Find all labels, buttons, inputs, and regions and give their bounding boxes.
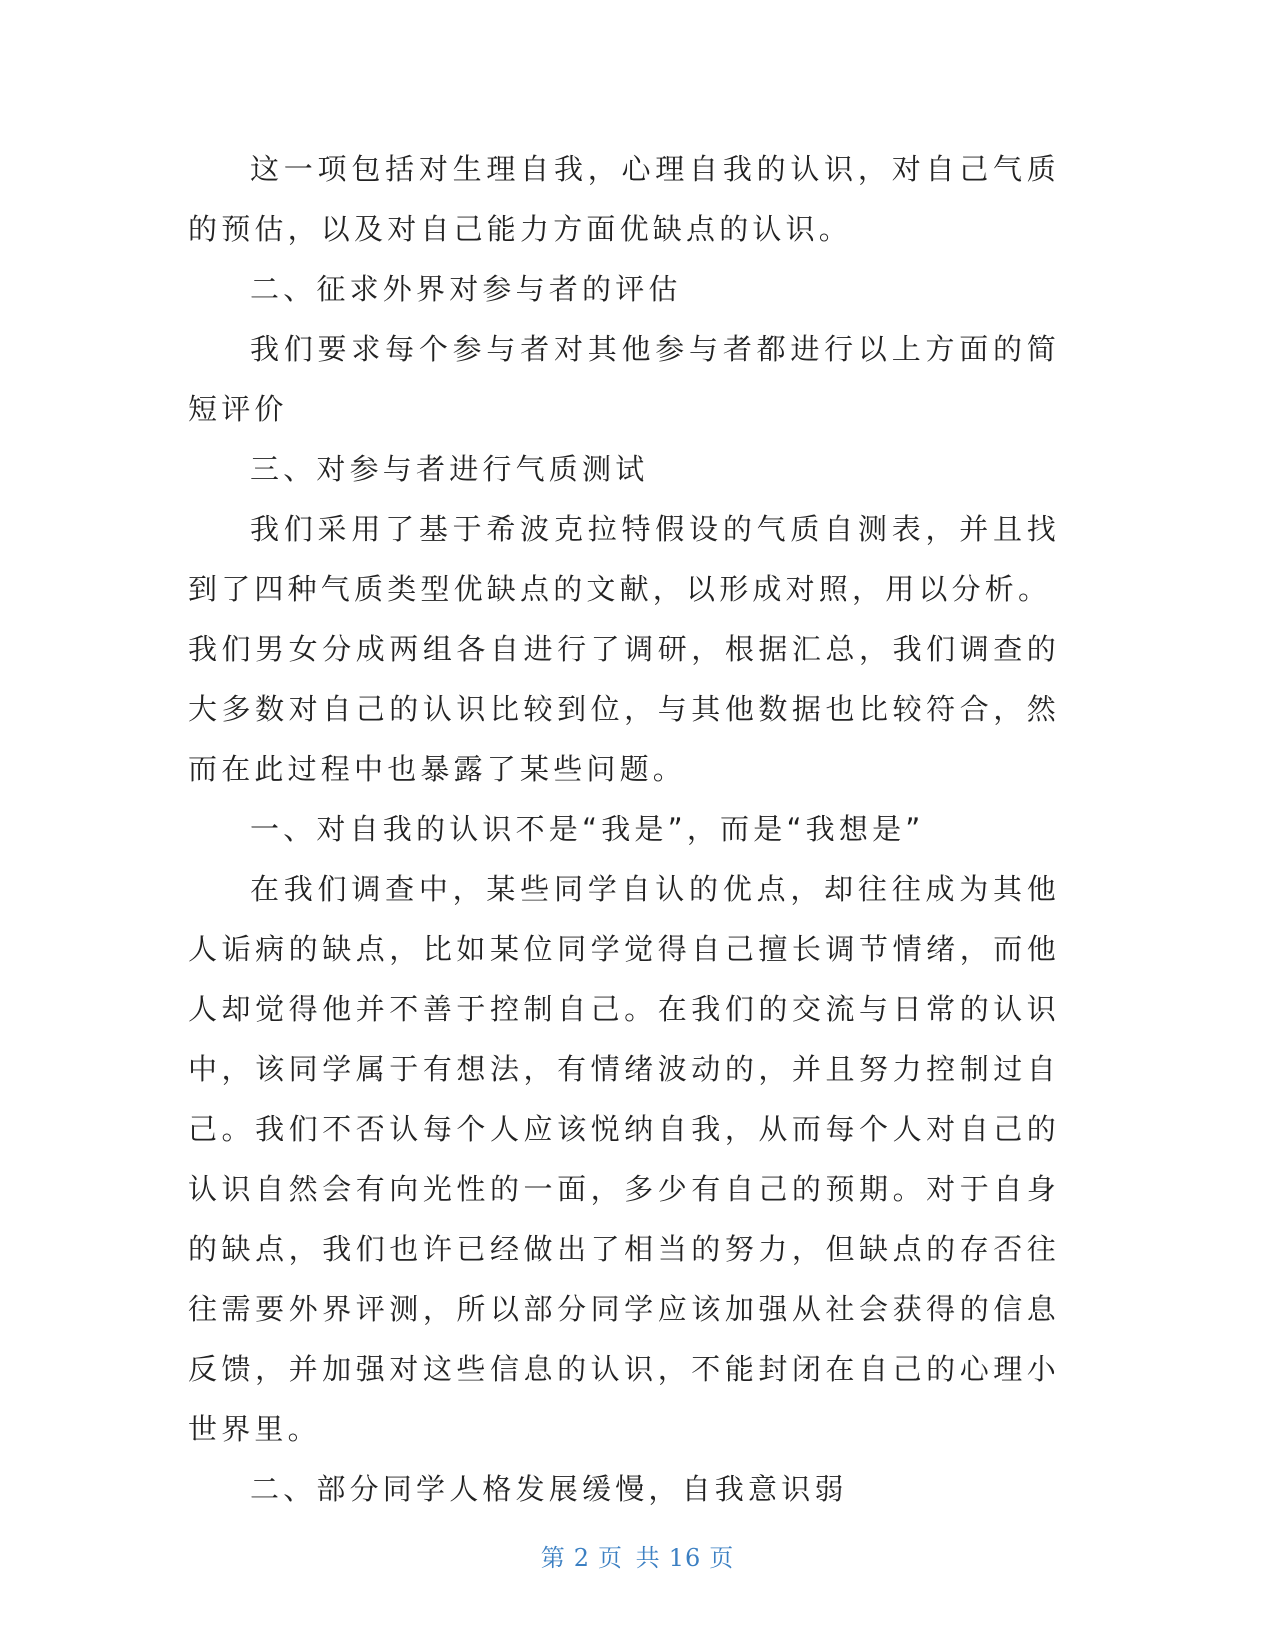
paragraph: 我们要求每个参与者对其他参与者都进行以上方面的简短评价 (188, 332, 1060, 426)
paragraph: 在我们调查中，某些同学自认的优点，却往往成为其他人诟病的缺点，比如某位同学觉得自己擅长调节情绪，而他人却觉得他并不善于控制自己。在我们的交流与日常的认识中，该同学属于有想法，有情绪波动的，并且努力控制过自己。我们不否认每个人应该悦纳自我，从而每个人对自己的认识自然会有向光性的一面，多少有自己的预期。对于自身的缺点，我们也许已经做出了相当的努力，但缺点的存否往往需要外界评测，所以部分同学应该加强从社会获得的信息反馈，并加强对这些信息的认识，不能封闭在自己的心理小世界里。 (188, 872, 1060, 1446)
footer-page-number: 2 (573, 1544, 591, 1572)
document-body (188, 139, 1060, 1519)
section-heading: 二、部分同学人格发展缓慢，自我意识弱 (250, 1472, 848, 1506)
footer-total-pages: 16 (668, 1544, 702, 1572)
section-heading: 二、征求外界对参与者的评估 (250, 272, 682, 306)
footer-prefix: 第 (540, 1544, 566, 1572)
paragraph: 我们男女分成两组各自进行了调研，根据汇总，我们调查的大多数对自己的认识比较到位，与其他数据也比较符合，然而在此过程中也暴露了某些问题。 (188, 632, 1060, 786)
page-footer (0, 1538, 1275, 1573)
section-heading: 三、对参与者进行气质测试 (250, 452, 649, 486)
paragraph: 这一项包括对生理自我，心理自我的认识，对自己气质的预估，以及对自己能力方面优缺点的认识。 (188, 152, 1060, 246)
paragraph: 我们采用了基于希波克拉特假设的气质自测表，并且找到了四种气质类型优缺点的文献，以形成对照，用以分析。 (188, 512, 1060, 606)
footer-mid: 页 共 (598, 1544, 661, 1572)
footer-suffix: 页 (709, 1544, 735, 1572)
section-heading: 一、对自我的认识不是“我是”，而是“我想是” (250, 812, 925, 846)
